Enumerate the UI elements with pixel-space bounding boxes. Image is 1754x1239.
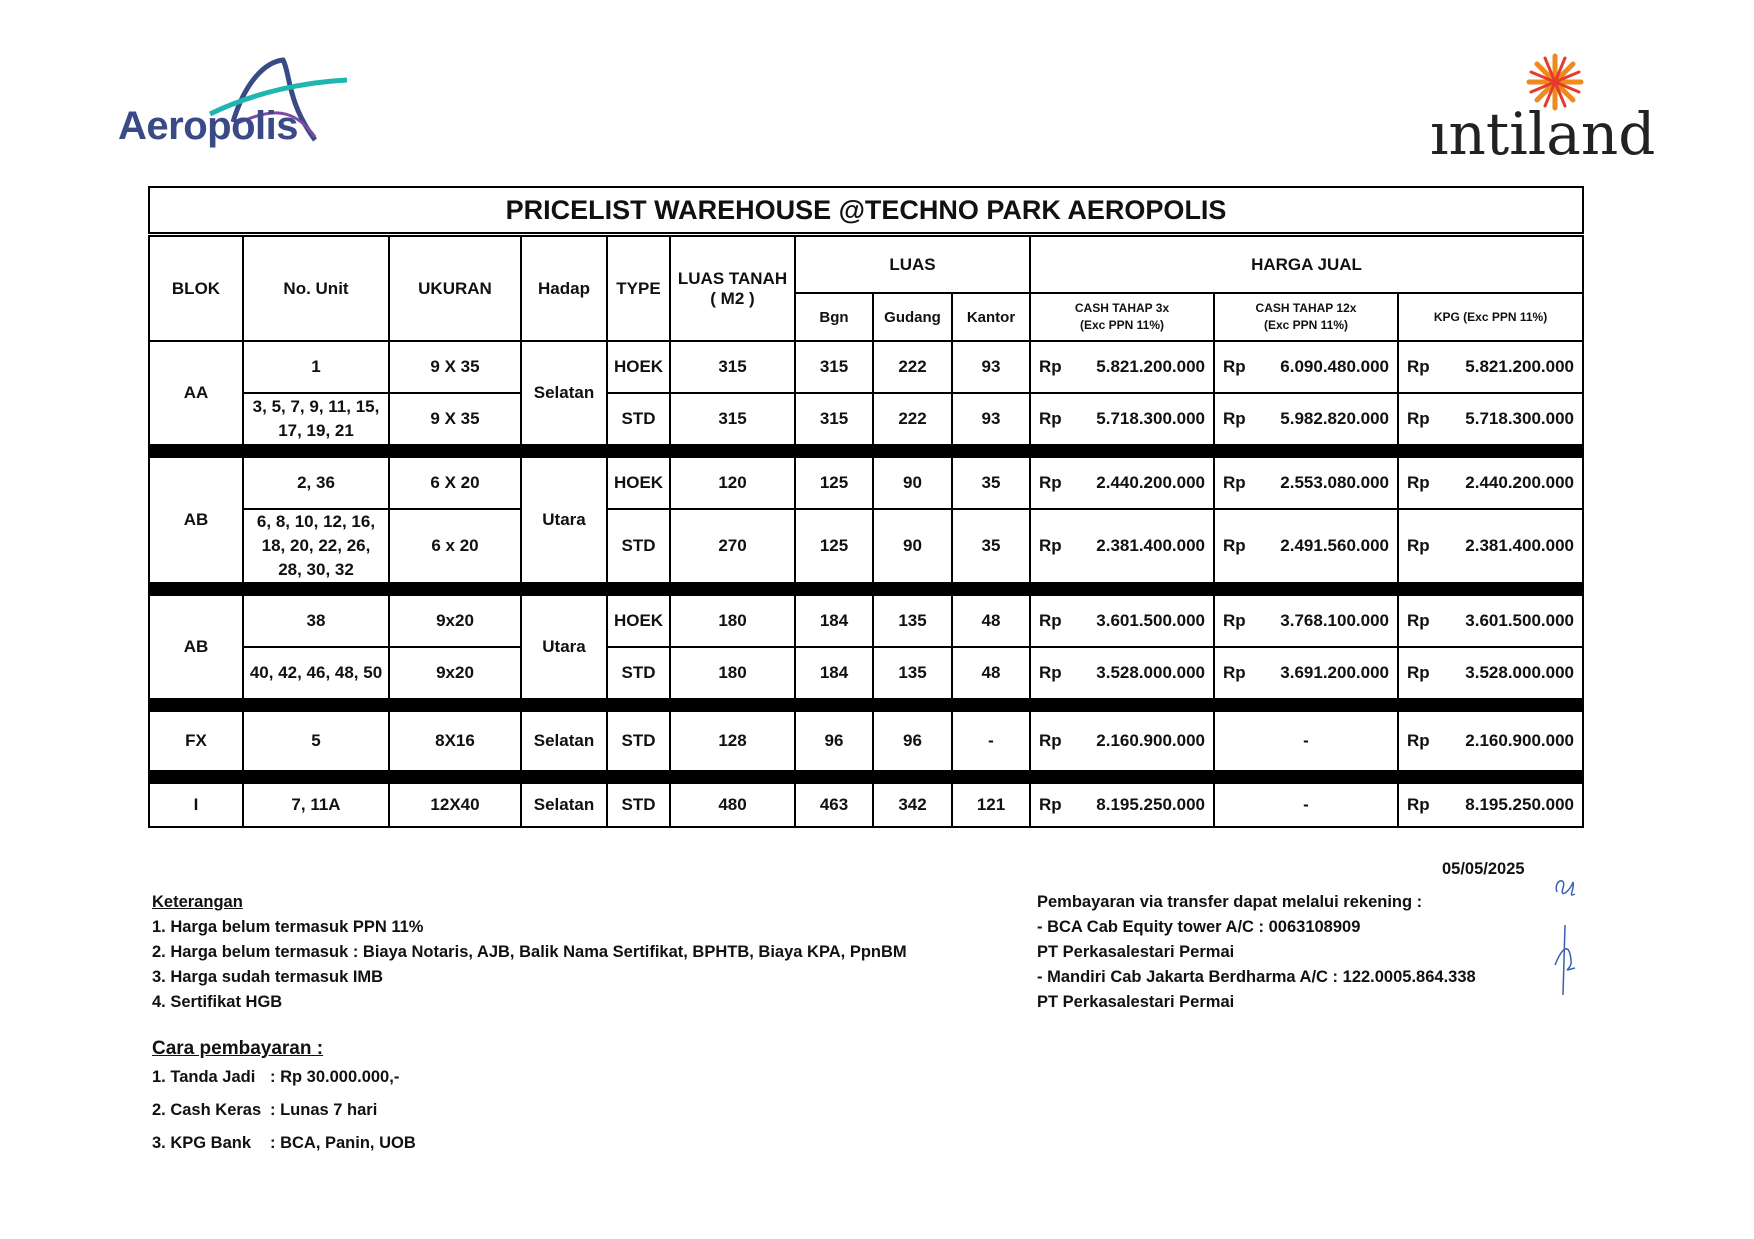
- cash-12x-cell-value: 3.691.200.000: [1280, 663, 1389, 682]
- currency-label: Rp: [1039, 663, 1062, 682]
- cash-3x-cell: [1030, 509, 1214, 583]
- blok-cell: AB: [149, 595, 243, 699]
- cash-3x-cell-wrap: [1035, 795, 1209, 815]
- cara-item-key: 1. Tanda Jadi: [152, 1068, 256, 1086]
- ukuran-cell: 9x20: [389, 647, 521, 699]
- group-separator: [149, 771, 1583, 783]
- cash-3x-cell: [1030, 783, 1214, 827]
- unit-cell: 6, 8, 10, 12, 16, 18, 20, 22, 26, 28, 30, 32: [243, 509, 389, 583]
- blok-cell: FX: [149, 711, 243, 771]
- cash-12x-cell-value: 3.768.100.000: [1280, 611, 1389, 630]
- keterangan-item: 4. Sertifikat HGB: [152, 993, 283, 1011]
- cash-12x-cell: [1214, 457, 1398, 509]
- luas-tanah-cell: 180: [670, 595, 795, 647]
- keterangan-item: 3. Harga sudah termasuk IMB: [152, 968, 384, 986]
- kantor-cell: -: [952, 711, 1030, 771]
- currency-label: Rp: [1223, 473, 1246, 492]
- currency-label: Rp: [1039, 731, 1062, 750]
- kpg-cell-value: 3.601.500.000: [1465, 611, 1575, 630]
- cara-item-key: 2. Cash Keras: [152, 1101, 262, 1119]
- keterangan-item: 2. Harga belum termasuk : Biaya Notaris, AJB, Balik Nama Sertifikat, BPHTB, Biaya KPA, PpnBM: [152, 943, 907, 961]
- kantor-cell: 121: [952, 783, 1030, 827]
- kpg-cell-value: 5.821.200.000: [1465, 357, 1575, 376]
- bgn-cell: 315: [795, 341, 873, 393]
- luas-tanah-cell: 480: [670, 783, 795, 827]
- separator-bar: [149, 699, 1583, 711]
- gudang-cell: 222: [873, 393, 952, 445]
- hadap-cell: Utara: [521, 595, 607, 699]
- kpg-cell-value: 2.160.900.000: [1465, 731, 1575, 750]
- cash-12x-cell: [1214, 647, 1398, 699]
- cash-12x-cell-value: 5.982.820.000: [1280, 409, 1389, 428]
- kpg-cell: [1398, 509, 1583, 583]
- intiland-logo: [1430, 52, 1670, 168]
- document-date: 05/05/2025: [1442, 860, 1525, 878]
- blok-cell: AB: [149, 457, 243, 583]
- currency-label: Rp: [1407, 536, 1430, 555]
- header-cash-12x: [1214, 293, 1398, 341]
- kantor-cell: 35: [952, 457, 1030, 509]
- currency-label: Rp: [1407, 731, 1430, 750]
- kpg-cell: [1398, 341, 1583, 393]
- bgn-cell: 184: [795, 595, 873, 647]
- luas-tanah-cell: 315: [670, 341, 795, 393]
- cash-12x-cell-value: 2.553.080.000: [1280, 473, 1389, 492]
- currency-label: Rp: [1407, 409, 1430, 428]
- cash-3x-cell: [1030, 595, 1214, 647]
- pembayaran-line: - Mandiri Cab Jakarta Berdharma A/C : 122.0005.864.338: [1037, 968, 1476, 986]
- ukuran-cell: 9 X 35: [389, 393, 521, 445]
- header-blok: BLOK: [149, 235, 243, 342]
- separator-bar: [149, 771, 1583, 783]
- currency-label: Rp: [1407, 473, 1430, 492]
- currency-label: Rp: [1223, 409, 1246, 428]
- ukuran-cell: 9 X 35: [389, 341, 521, 393]
- currency-label: Rp: [1407, 663, 1430, 682]
- ukuran-cell: 6 x 20: [389, 509, 521, 583]
- cash-12x-cell-wrap: [1219, 663, 1393, 683]
- gudang-cell: 90: [873, 509, 952, 583]
- kpg-cell: [1398, 783, 1583, 827]
- cash-12x-cell-value: 6.090.480.000: [1280, 357, 1389, 376]
- kpg-cell: [1398, 393, 1583, 445]
- bgn-cell: 184: [795, 647, 873, 699]
- type-cell: STD: [607, 393, 670, 445]
- hadap-cell: Utara: [521, 457, 607, 583]
- currency-label: Rp: [1223, 357, 1246, 376]
- cash-3x-cell: [1030, 341, 1214, 393]
- cash-12x-cell-wrap: [1219, 611, 1393, 631]
- bgn-cell: 96: [795, 711, 873, 771]
- cash-12x-cell-wrap: [1219, 536, 1393, 556]
- kpg-cell-wrap: [1403, 357, 1578, 377]
- separator-bar: [149, 445, 1583, 457]
- cash-12x-cell-wrap: [1219, 357, 1393, 377]
- hadap-cell: Selatan: [521, 783, 607, 827]
- header-no-unit: No. Unit: [243, 235, 389, 342]
- cash-12x-cell-wrap: [1219, 409, 1393, 429]
- aeropolis-logo: [115, 52, 355, 152]
- cash-3x-cell-value: 2.440.200.000: [1096, 473, 1205, 492]
- unit-cell: 1: [243, 341, 389, 393]
- ukuran-cell: 8X16: [389, 711, 521, 771]
- kpg-cell: [1398, 711, 1583, 771]
- cash-12x-cell-value: -: [1303, 731, 1309, 750]
- cash-3x-cell-wrap: [1035, 409, 1209, 429]
- gudang-cell: 135: [873, 647, 952, 699]
- luas-tanah-cell: 180: [670, 647, 795, 699]
- unit-cell: 38: [243, 595, 389, 647]
- header-kantor: Kantor: [952, 293, 1030, 341]
- type-cell: STD: [607, 783, 670, 827]
- cash-3x-cell-wrap: [1035, 731, 1209, 751]
- type-cell: STD: [607, 647, 670, 699]
- bgn-cell: 315: [795, 393, 873, 445]
- cash-12x-cell: [1214, 595, 1398, 647]
- header-gudang: Gudang: [873, 293, 952, 341]
- cara-item-value: : Lunas 7 hari: [270, 1101, 378, 1119]
- currency-label: Rp: [1223, 536, 1246, 555]
- currency-label: Rp: [1039, 795, 1062, 814]
- group-separator: [149, 699, 1583, 711]
- kpg-cell-value: 3.528.000.000: [1465, 663, 1575, 682]
- pembayaran-line: - BCA Cab Equity tower A/C : 0063108909: [1037, 918, 1361, 936]
- type-cell: HOEK: [607, 595, 670, 647]
- kpg-cell-value: 2.381.400.000: [1465, 536, 1575, 555]
- cash-12x-cell: [1214, 711, 1398, 771]
- luas-tanah-cell: 270: [670, 509, 795, 583]
- kpg-cell-wrap: [1403, 409, 1578, 429]
- cash-3x-cell-value: 8.195.250.000: [1096, 795, 1205, 814]
- currency-label: Rp: [1407, 795, 1430, 814]
- cash-3x-cell-wrap: [1035, 357, 1209, 377]
- blok-cell: AA: [149, 341, 243, 445]
- cara-item-key: 3. KPG Bank: [152, 1134, 252, 1152]
- pembayaran-line: Pembayaran via transfer dapat melalui rekening :: [1037, 893, 1423, 911]
- keterangan-title: Keterangan: [152, 893, 243, 911]
- kpg-cell-value: 8.195.250.000: [1465, 795, 1575, 814]
- currency-label: Rp: [1223, 611, 1246, 630]
- type-cell: STD: [607, 509, 670, 583]
- table-row: [149, 457, 1583, 509]
- cash-12x-cell: [1214, 393, 1398, 445]
- header-cash-12x-label: CASH TAHAP 12x: [1255, 301, 1357, 315]
- group-separator: [149, 445, 1583, 457]
- kantor-cell: 35: [952, 509, 1030, 583]
- cash-3x-cell-wrap: [1035, 536, 1209, 556]
- cash-12x-cell-wrap: [1219, 473, 1393, 493]
- header-type: TYPE: [607, 235, 670, 342]
- kpg-cell-wrap: [1403, 611, 1578, 631]
- header-hadap: Hadap: [521, 235, 607, 342]
- ukuran-cell: 9x20: [389, 595, 521, 647]
- cash-12x-cell: [1214, 341, 1398, 393]
- cara-pembayaran-section: [152, 1038, 416, 1167]
- cash-3x-cell: [1030, 711, 1214, 771]
- cash-3x-cell: [1030, 647, 1214, 699]
- keterangan-section: [152, 890, 907, 1015]
- cash-3x-cell-wrap: [1035, 473, 1209, 493]
- intiland-wordmark: ıntiland: [1430, 100, 1656, 168]
- currency-label: Rp: [1039, 473, 1062, 492]
- blok-cell: I: [149, 783, 243, 827]
- cash-3x-cell-value: 3.601.500.000: [1096, 611, 1205, 630]
- kpg-cell: [1398, 457, 1583, 509]
- header-kpg: KPG (Exc PPN 11%): [1398, 293, 1583, 341]
- kpg-cell-value: 2.440.200.000: [1465, 473, 1575, 492]
- pembayaran-line: PT Perkasalestari Permai: [1037, 943, 1235, 961]
- bgn-cell: 125: [795, 509, 873, 583]
- cara-item: [152, 1101, 416, 1134]
- header-luas-tanah: [670, 235, 795, 342]
- cara-item: [152, 1134, 416, 1167]
- kantor-cell: 48: [952, 595, 1030, 647]
- gudang-cell: 342: [873, 783, 952, 827]
- kpg-cell-wrap: [1403, 795, 1578, 815]
- pembayaran-transfer-section: [1037, 890, 1476, 1015]
- pricelist-body: [149, 341, 1583, 827]
- hadap-cell: Selatan: [521, 341, 607, 445]
- header-luas-tanah-unit: ( M2 ): [710, 288, 755, 308]
- unit-cell: 5: [243, 711, 389, 771]
- kpg-cell: [1398, 647, 1583, 699]
- bgn-cell: 125: [795, 457, 873, 509]
- currency-label: Rp: [1039, 357, 1062, 376]
- type-cell: STD: [607, 711, 670, 771]
- header-cash-12x-sub: (Exc PPN 11%): [1263, 318, 1349, 332]
- cash-12x-cell: [1214, 783, 1398, 827]
- header-cash-3x-sub: (Exc PPN 11%): [1079, 318, 1165, 332]
- cash-3x-cell-value: 2.160.900.000: [1096, 731, 1205, 750]
- kpg-cell: [1398, 595, 1583, 647]
- header-cash-3x: [1030, 293, 1214, 341]
- kpg-cell-wrap: [1403, 663, 1578, 683]
- header-luas-tanah-label: LUAS TANAH: [677, 268, 788, 288]
- table-row: [149, 393, 1583, 445]
- currency-label: Rp: [1223, 663, 1246, 682]
- cash-3x-cell-value: 5.821.200.000: [1096, 357, 1205, 376]
- bgn-cell: 463: [795, 783, 873, 827]
- table-row: [149, 595, 1583, 647]
- cash-3x-cell-wrap: [1035, 611, 1209, 631]
- cash-3x-cell-value: 5.718.300.000: [1096, 409, 1205, 428]
- table-row: [149, 647, 1583, 699]
- header-luas: LUAS: [795, 235, 1030, 294]
- unit-cell: 7, 11A: [243, 783, 389, 827]
- cara-item-value: : Rp 30.000.000,-: [270, 1068, 400, 1086]
- gudang-cell: 90: [873, 457, 952, 509]
- table-row: [149, 341, 1583, 393]
- cash-12x-cell-value: 2.491.560.000: [1280, 536, 1389, 555]
- separator-bar: [149, 583, 1583, 595]
- cash-3x-cell-wrap: [1035, 663, 1209, 683]
- header-ukuran: UKURAN: [389, 235, 521, 342]
- kpg-cell-wrap: [1403, 473, 1578, 493]
- kantor-cell: 48: [952, 647, 1030, 699]
- table-row: [149, 711, 1583, 771]
- currency-label: Rp: [1407, 357, 1430, 376]
- unit-cell: 3, 5, 7, 9, 11, 15, 17, 19, 21: [243, 393, 389, 445]
- currency-label: Rp: [1039, 409, 1062, 428]
- table-title: PRICELIST WAREHOUSE @TECHNO PARK AEROPOLIS: [149, 187, 1583, 235]
- cash-3x-cell-value: 2.381.400.000: [1096, 536, 1205, 555]
- table-row: [149, 783, 1583, 827]
- group-separator: [149, 583, 1583, 595]
- hadap-cell: Selatan: [521, 711, 607, 771]
- kantor-cell: 93: [952, 393, 1030, 445]
- unit-cell: 2, 36: [243, 457, 389, 509]
- keterangan-item: 1. Harga belum termasuk PPN 11%: [152, 918, 424, 936]
- cara-pembayaran-title: Cara pembayaran :: [152, 1038, 324, 1059]
- pembayaran-line: PT Perkasalestari Permai: [1037, 993, 1235, 1011]
- header-bgn: Bgn: [795, 293, 873, 341]
- aeropolis-wordmark: Aeropolis: [118, 104, 298, 148]
- table-row: [149, 509, 1583, 583]
- pricelist-table: [148, 186, 1584, 828]
- cash-12x-cell: [1214, 509, 1398, 583]
- signature-icon: [1545, 870, 1585, 1000]
- cash-12x-cell-value: -: [1303, 795, 1309, 814]
- type-cell: HOEK: [607, 457, 670, 509]
- ukuran-cell: 6 X 20: [389, 457, 521, 509]
- kpg-cell-wrap: [1403, 536, 1578, 556]
- type-cell: HOEK: [607, 341, 670, 393]
- gudang-cell: 96: [873, 711, 952, 771]
- gudang-cell: 135: [873, 595, 952, 647]
- cash-3x-cell: [1030, 393, 1214, 445]
- kantor-cell: 93: [952, 341, 1030, 393]
- cara-item: [152, 1068, 416, 1101]
- kpg-cell-wrap: [1403, 731, 1578, 751]
- gudang-cell: 222: [873, 341, 952, 393]
- header-cash-3x-label: CASH TAHAP 3x: [1074, 301, 1170, 315]
- cash-3x-cell: [1030, 457, 1214, 509]
- luas-tanah-cell: 315: [670, 393, 795, 445]
- currency-label: Rp: [1407, 611, 1430, 630]
- cash-3x-cell-value: 3.528.000.000: [1096, 663, 1205, 682]
- header-harga-jual: HARGA JUAL: [1030, 235, 1583, 294]
- cara-item-value: : BCA, Panin, UOB: [270, 1134, 416, 1152]
- unit-cell: 40, 42, 46, 48, 50: [243, 647, 389, 699]
- kpg-cell-value: 5.718.300.000: [1465, 409, 1575, 428]
- luas-tanah-cell: 128: [670, 711, 795, 771]
- currency-label: Rp: [1039, 611, 1062, 630]
- ukuran-cell: 12X40: [389, 783, 521, 827]
- currency-label: Rp: [1039, 536, 1062, 555]
- luas-tanah-cell: 120: [670, 457, 795, 509]
